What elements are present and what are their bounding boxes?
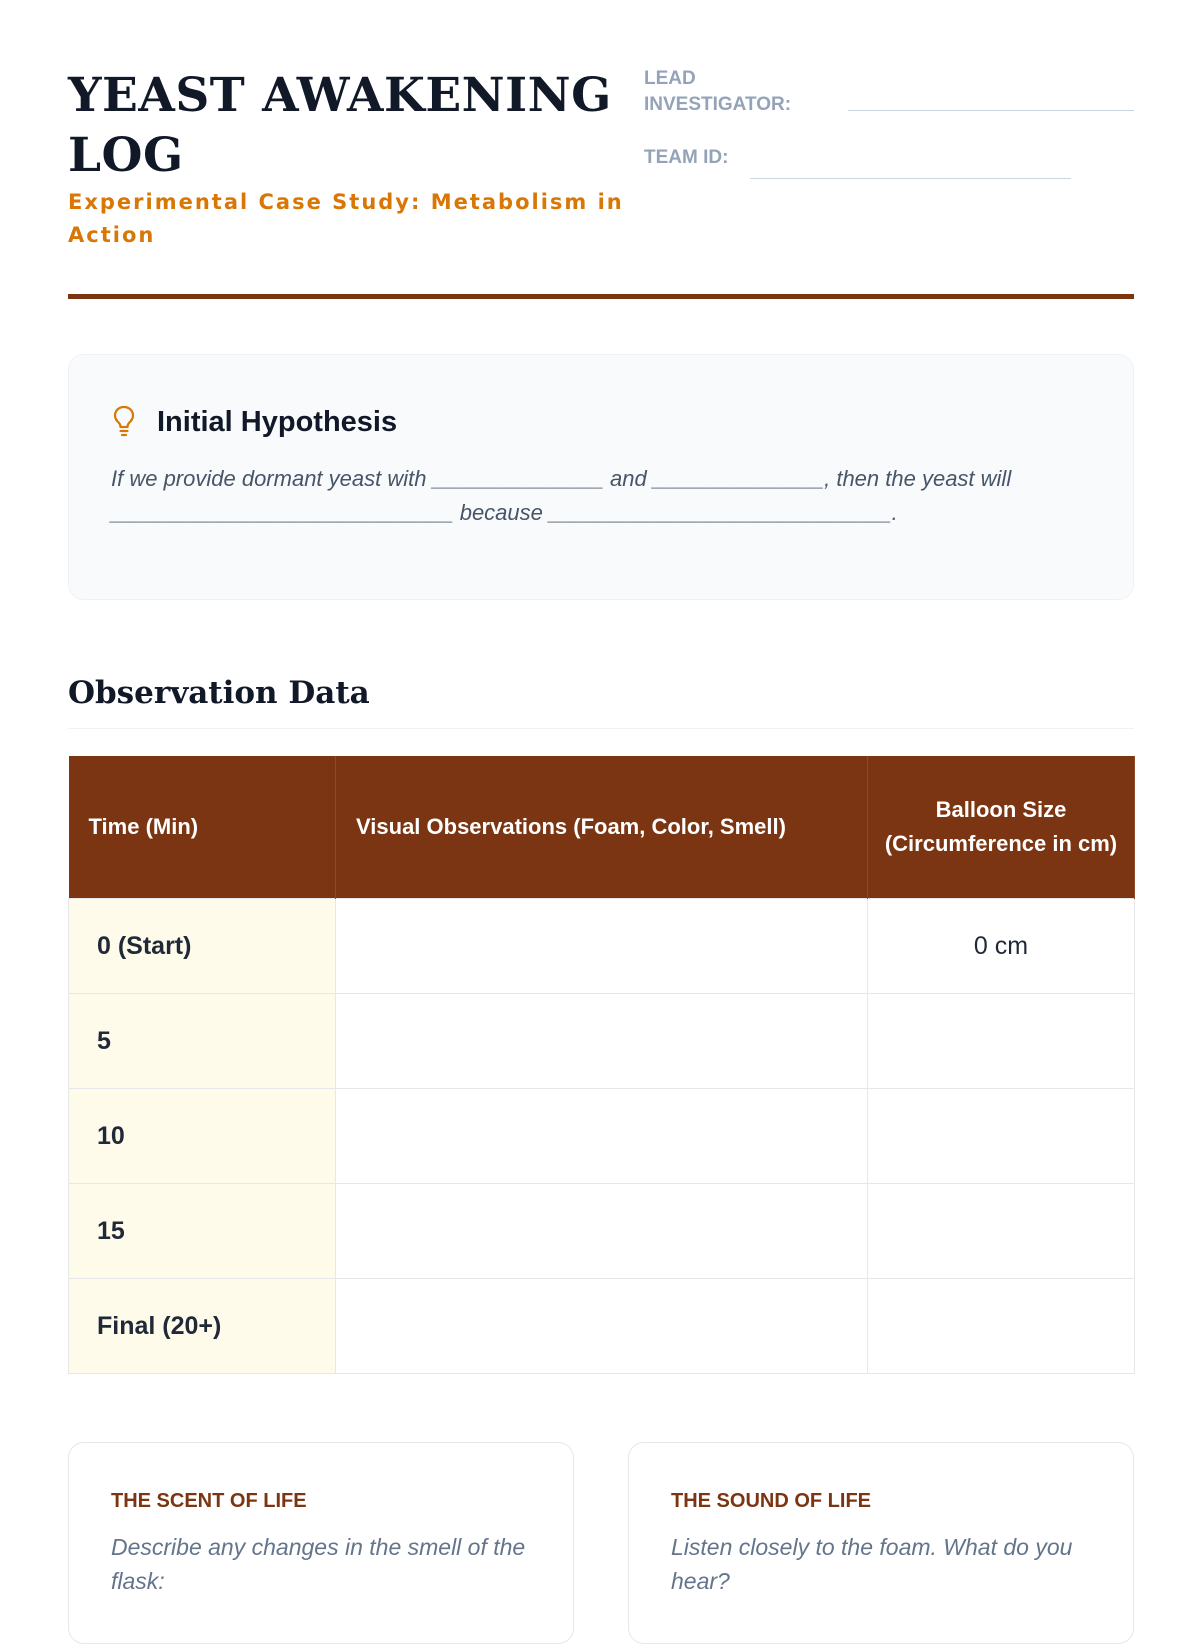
table-row — [69, 1279, 1135, 1374]
visual-cell[interactable] — [336, 1089, 868, 1184]
table-row — [69, 1089, 1135, 1184]
column-header-visual: Visual Observations (Foam, Color, Smell) — [336, 756, 868, 899]
hypothesis-card — [68, 354, 1134, 600]
header — [68, 66, 1134, 296]
visual-cell[interactable] — [336, 1279, 868, 1374]
lead-investigator-label: LEAD INVESTIGATOR: — [644, 68, 792, 115]
observation-divider — [68, 728, 1134, 729]
time-cell: 0 (Start) — [69, 899, 336, 994]
visual-cell[interactable] — [336, 899, 868, 994]
balloon-cell[interactable] — [868, 1279, 1135, 1374]
hypothesis-title: Initial Hypothesis — [157, 406, 398, 438]
page-title: YEAST AWAKENING LOG — [68, 68, 612, 183]
header-divider — [68, 294, 1134, 299]
scent-card-title: THE SCENT OF LIFE — [111, 1490, 307, 1512]
column-header-time: Time (Min) — [69, 756, 336, 899]
table-row — [69, 994, 1135, 1089]
lightbulb-icon — [113, 405, 135, 439]
visual-cell[interactable] — [336, 994, 868, 1089]
time-cell: 5 — [69, 994, 336, 1089]
page-subtitle: Experimental Case Study: Metabolism in Action — [68, 190, 624, 247]
time-cell: 10 — [69, 1089, 336, 1184]
scent-card-prompt: Describe any changes in the smell of the flask: — [111, 1534, 526, 1594]
balloon-cell[interactable]: 0 cm — [868, 899, 1135, 994]
balloon-cell[interactable] — [868, 1089, 1135, 1184]
column-header-balloon: Balloon Size (Circumference in cm) — [868, 756, 1135, 899]
sound-card-prompt: Listen closely to the foam. What do you hear? — [671, 1534, 1073, 1594]
time-cell: Final (20+) — [69, 1279, 336, 1374]
scent-card[interactable] — [68, 1442, 574, 1644]
balloon-cell[interactable] — [868, 1184, 1135, 1279]
table-header-row — [69, 756, 1135, 899]
table-row — [69, 899, 1135, 994]
table-row — [69, 1184, 1135, 1279]
time-cell: 15 — [69, 1184, 336, 1279]
team-id-field[interactable] — [750, 178, 1071, 179]
observation-title: Observation Data — [68, 675, 370, 711]
sound-card[interactable] — [628, 1442, 1134, 1644]
hypothesis-text[interactable]: If we provide dormant yeast with ______________ and ______________, then the yeast will ____________________________ because ____________________________. — [111, 466, 1012, 525]
visual-cell[interactable] — [336, 1184, 868, 1279]
balloon-cell[interactable] — [868, 994, 1135, 1089]
lead-investigator-field[interactable] — [848, 110, 1134, 111]
team-id-label: TEAM ID: — [644, 147, 729, 168]
sound-card-title: THE SOUND OF LIFE — [671, 1490, 871, 1512]
observation-table — [68, 756, 1135, 1374]
